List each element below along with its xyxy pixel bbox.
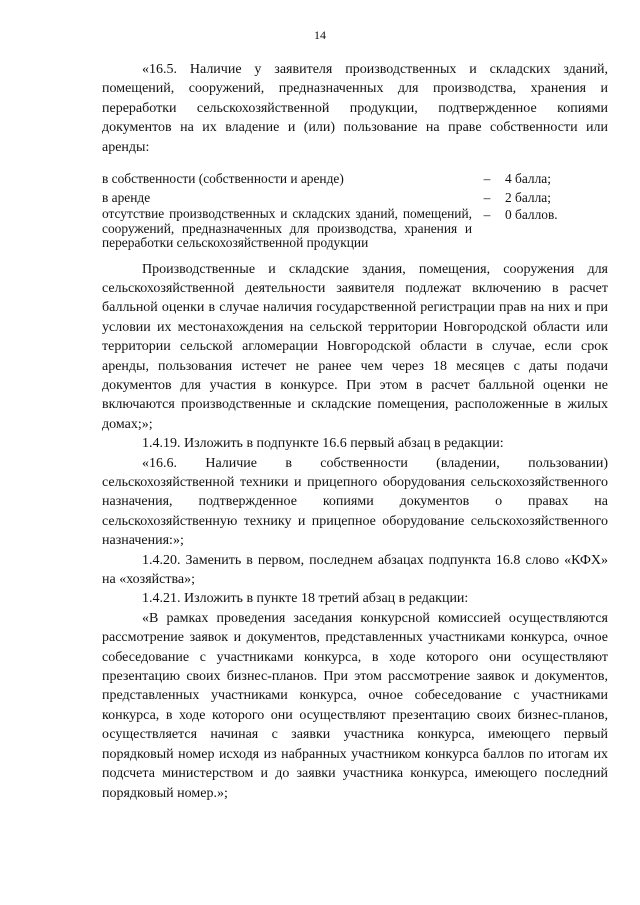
quote-18: «В рамках проведения заседания конкурсной комиссией осуществляются рассмотрение заявок и документов, представленных участниками конкурса, очное собеседование с участниками конкурса, в ходе которого они осуществляют презентацию своих бизнес-планов. При этом рассмотрение заявок и документов, представленных участниками конкурса, очное собеседование с участниками конкурса, в ходе которого они осуществляют презентацию своих бизнес-планов, осуществляется начиная с заявки участника конкурса, имеющего первый порядковый номер исходя из набранных участником конкурса баллов по итогам их подсчета министерством и до заявки участника конкурса, имеющего последний порядковый номер.»;: [102, 610, 608, 801]
item-1-4-21: 1.4.21. Изложить в пункте 18 третий абзац в редакции:: [142, 591, 469, 607]
quote-16-6: «16.6. Наличие в собственности (владении, пользовании) сельскохозяйственной техники и прицепного оборудования сельскохозяйственного назначения, подтвержденное копиями документов о правах на сельскохозяйственную технику и прицепное оборудование сельскохозяйственного назначения:»;: [102, 455, 608, 549]
section-16-5-intro: «16.5. Наличие у заявителя производственных и складских зданий, помещений, сооружений, предназначенных для производства, хранения и переработки сельскохозяйственной продукции, подтвержденное копиями документов на их владение и (или) пользование на праве собственности или аренды:: [102, 62, 608, 155]
scoring-dash: –: [483, 190, 491, 206]
scoring-row-absence: [102, 207, 608, 251]
scoring-dash: –: [483, 171, 491, 187]
scoring-table: [102, 169, 608, 251]
scoring-label: отсутствие производственных и складских зданий, помещений, сооружений, предназначенных для производства, хранения и переработки сельскохозяйственной продукции: [102, 206, 472, 251]
item-1-4-19: 1.4.19. Изложить в подпункте 16.6 первый абзац в редакции:: [142, 436, 504, 452]
scoring-row-ownership: [102, 169, 608, 188]
scoring-dash: –: [483, 207, 491, 223]
scoring-value: 4 балла;: [505, 171, 551, 187]
section-16-5-note: Производственные и складские здания, помещения, сооружения для сельскохозяйственной деятельности заявителя подлежат включению в расчет балльной оценки в случае наличия государственной регистрации прав на них и при условии их местонахождения на сельской территории Новгородской области или территории сельской агломерации Новгородской области в случае, если срок аренды, пользования истечет не ранее чем через 18 месяцев с даты подачи документов для участия в конкурсе. При этом в расчет балльной оценки не включаются производственные и складские помещения, расположенные в жилых домах;»;: [102, 261, 608, 432]
page-number: 14: [314, 28, 326, 42]
item-1-4-20: 1.4.20. Заменить в первом, последнем абзацах подпункта 16.8 слово «КФХ» на «хозяйства»;: [102, 552, 608, 588]
scoring-value: 0 баллов.: [505, 207, 558, 223]
scoring-row-rent: [102, 188, 608, 207]
scoring-label: в аренде: [102, 190, 151, 206]
scoring-value: 2 балла;: [505, 190, 551, 206]
document-body: [102, 60, 608, 803]
scoring-label: в собственности (собственности и аренде): [102, 171, 344, 187]
